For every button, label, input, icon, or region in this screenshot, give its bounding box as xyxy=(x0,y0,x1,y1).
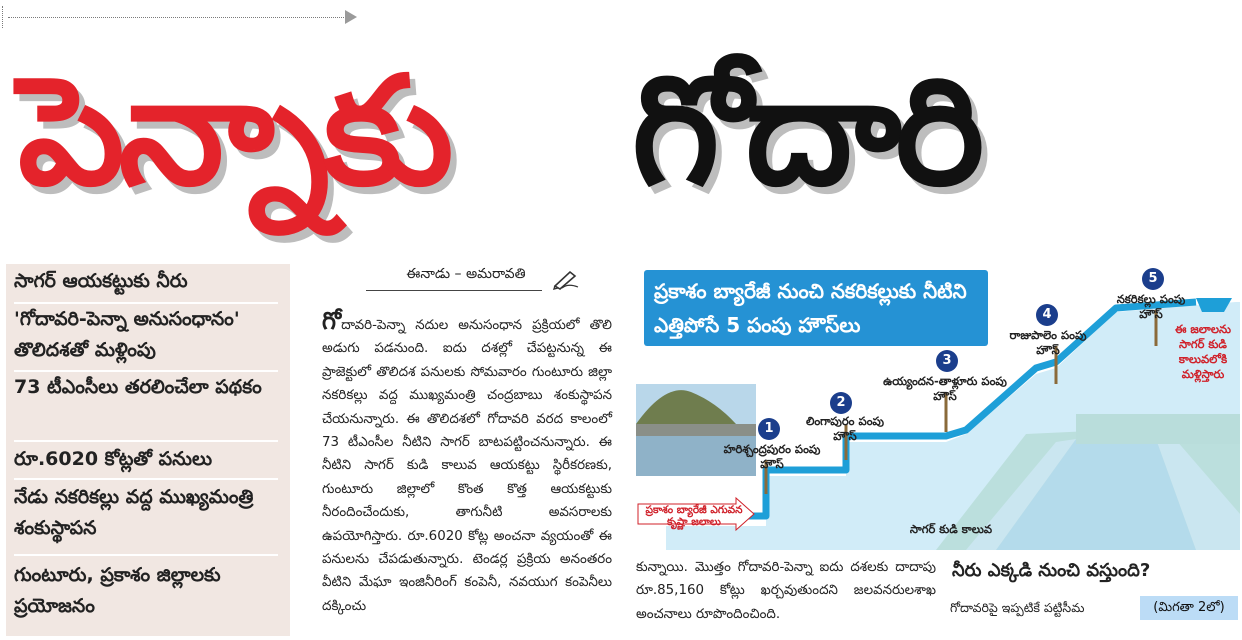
continued-link[interactable]: (మిగతా 2లో) xyxy=(1140,596,1238,620)
article-body xyxy=(322,307,612,618)
pen-icon xyxy=(552,268,580,290)
infographic-title: ప్రకాశం బ్యారేజీ నుంచి నకరికల్లుకు నీటిని ఎత్తిపోసే 5 పంపు హౌస్‌లు xyxy=(654,279,967,337)
pump-number-badge: 4 xyxy=(1036,304,1058,326)
highlight-item: 73 టీఎంసీలు తరలించేలా పథకం xyxy=(14,376,262,398)
highlight-item: 'గోదావరి-పెన్నా అనుసంధానం' తొలిదశతో మళ్లింపు xyxy=(14,308,240,361)
pump-number-badge: 3 xyxy=(936,350,958,372)
headline-part-1: పెన్నాకు xyxy=(18,45,448,219)
highlight-item: గుంటూరు, ప్రకాశం జిల్లాలకు ప్రయోజనం xyxy=(14,564,221,617)
headline xyxy=(0,20,1242,245)
byline: ఈనాడు – అమరావతి xyxy=(406,266,526,282)
highlights-box xyxy=(6,264,290,636)
pump-number-badge: 2 xyxy=(830,392,852,414)
highlight-divider xyxy=(14,554,278,556)
pump-label: రాజుపాలెం పంపు హౌస్ xyxy=(1009,328,1087,357)
highlight-item: నేడు నకరికల్లు వద్ద ముఖ్యమంత్రి శంకుస్థాపన xyxy=(14,486,254,539)
highlight-divider xyxy=(14,478,278,480)
canal-label: సాగర్ కుడి కాలువ xyxy=(909,522,993,536)
highlight-item: సాగర్ ఆయకట్టుకు నీరు xyxy=(14,270,188,292)
barrage-wall xyxy=(636,424,756,436)
pump-number-badge: 5 xyxy=(1142,268,1164,290)
top-arrow-line xyxy=(8,17,348,18)
pump-label: ఉయ్యందన-తాళ్లూరు పంపు హౌస్ xyxy=(883,374,1007,403)
start-label: ప్రకాశం బ్యారేజీ ఎగువన కృష్ణా జలాలు xyxy=(645,504,743,528)
infographic xyxy=(636,264,1240,550)
article-dropcap: గో xyxy=(322,307,342,335)
highlight-divider xyxy=(14,440,278,442)
pump-label: నకరికల్లు పంపు హౌస్ xyxy=(1116,292,1186,321)
pump-number-badge: 1 xyxy=(758,418,780,440)
pump-label: హరిశ్చంద్రపురం పంపు హౌస్ xyxy=(723,442,821,471)
side-heading: నీరు ఎక్కడి నుంచి వస్తుంది? xyxy=(952,560,1151,581)
diversion-note: ఈ జలాలను సాగర్ కుడి కాలువలోకి మళ్లిస్తారు xyxy=(1174,322,1232,381)
side-subtext: గోదావరిపై ఇప్పటికే పట్టిసీమ xyxy=(950,600,1085,615)
infographic-title-box xyxy=(644,270,988,346)
byline-rule xyxy=(366,290,542,291)
article-continuation: కున్నాయి. మొత్తం గోదావరి-పెన్నా ఐదు దశలకు దాదాపు రూ.85,160 కోట్లు ఖర్చవుతుందని జలవనరులశాఖ అంచనాలు రూపొందించింది. xyxy=(636,560,936,622)
article-text: దావరి-పెన్నా నదుల అనుసంధాన ప్రక్రియలో తొలి అడుగు పడనుంది. ఐదు దశల్లో చేపట్టనున్న ఈ ప్రాజెక్టులో తొలిదశ పనులకు సోమవారం గుంటూరు జిల్లా నకరికల్లు వద్ద ముఖ్యమంత్రి చంద్రబాబు శంకుస్థాపన చేయనున్నారు. ఈ తొలిదశలో గోదావరి వరద కాలంలో 73 టీఎంసీల నీటిని సాగర్ బాటపట్టించనున్నారు. ఈ నీటిని సాగర్ కుడి కాలువ ఆయకట్టు స్థిరీకరణకు, గుంటూరు జిల్లాలో కొంత కొత్త ఆయకట్టుకు నీరందించేందుకు, తాగునీటి అవసరాలకు ఉపయోగిస్తారు. రూ.6020 కోట్ల అంచనా వ్యయంతో ఈ పనులను చేపడుతున్నారు. టెండర్ల ప్రక్రియ అనంతరం వీటిని మేఘా ఇంజినీరింగ్ కంపెనీ, నవయుగ కంపెనీలు దక్కించు xyxy=(322,318,612,614)
headline-part-2: గోదారి xyxy=(632,45,979,219)
pump-label: లింగాపురం పంపు హౌస్ xyxy=(805,414,885,443)
highlight-item: రూ.6020 కోట్లతో పనులు xyxy=(14,448,213,470)
